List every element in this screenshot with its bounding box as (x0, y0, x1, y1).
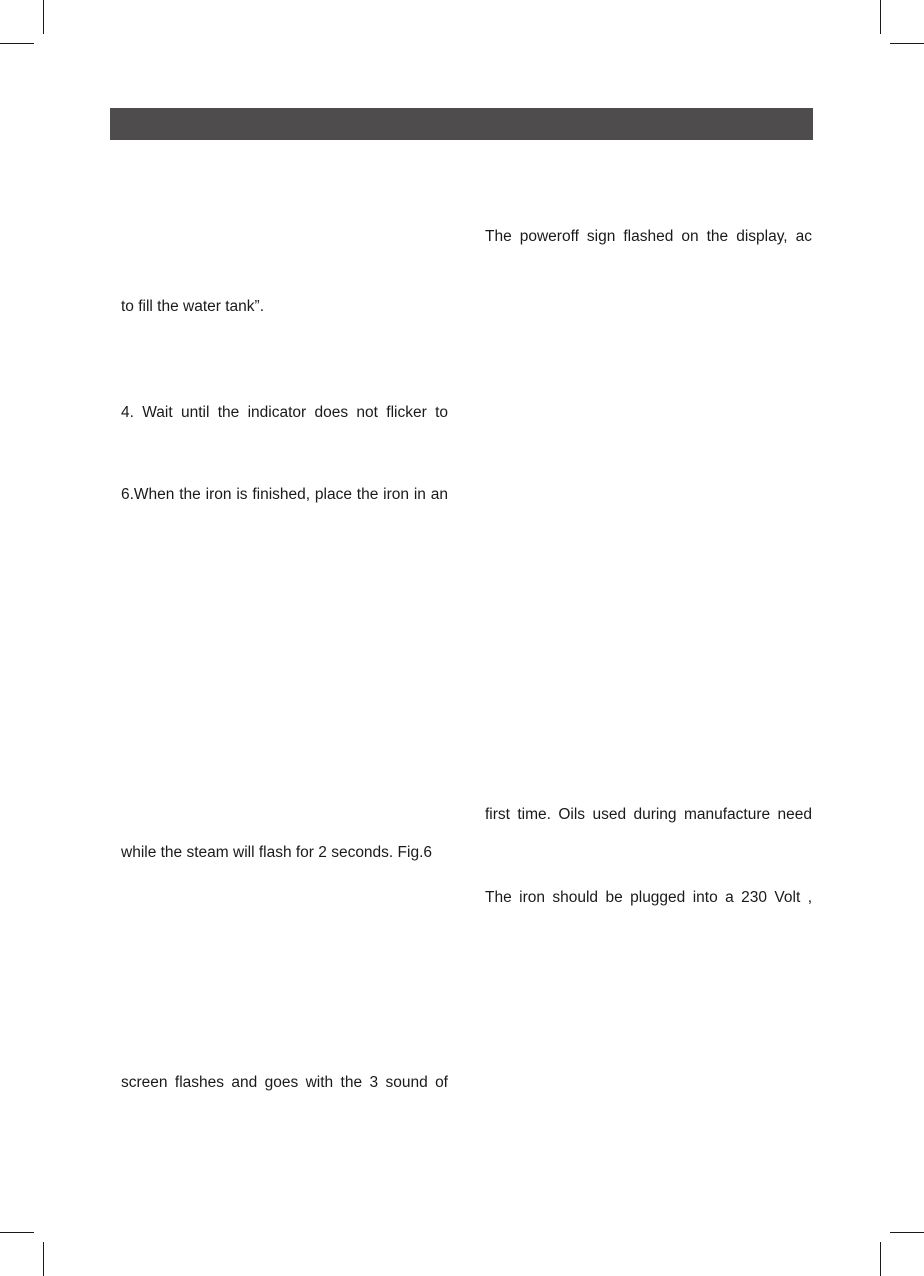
left-text-line-4: while the steam will flash for 2 seconds. Fig.6 (121, 844, 432, 861)
crop-mark-top-right-horizontal (890, 43, 924, 44)
crop-mark-bottom-left-horizontal (0, 1232, 34, 1233)
right-text-line-1: The poweroff sign flashed on the display, ac (485, 228, 812, 245)
crop-mark-top-left-horizontal (0, 43, 34, 44)
left-text-line-3: 6.When the iron is finished, place the iron in an (121, 486, 448, 503)
crop-mark-bottom-left-vertical (43, 1242, 44, 1276)
crop-mark-top-right-vertical (880, 0, 881, 34)
right-text-line-2: first time. Oils used during manufacture need (485, 806, 812, 823)
left-text-line-2: 4. Wait until the indicator does not flicker to (121, 404, 448, 421)
crop-mark-top-left-vertical (43, 0, 44, 34)
crop-mark-bottom-right-vertical (880, 1242, 881, 1276)
left-text-line-1: to fill the water tank”. (121, 298, 265, 315)
right-text-line-3: The iron should be plugged into a 230 Volt , (485, 889, 812, 906)
left-text-line-5: screen flashes and goes with the 3 sound of (121, 1074, 448, 1091)
section-header-bar (110, 108, 813, 140)
crop-mark-bottom-right-horizontal (890, 1232, 924, 1233)
